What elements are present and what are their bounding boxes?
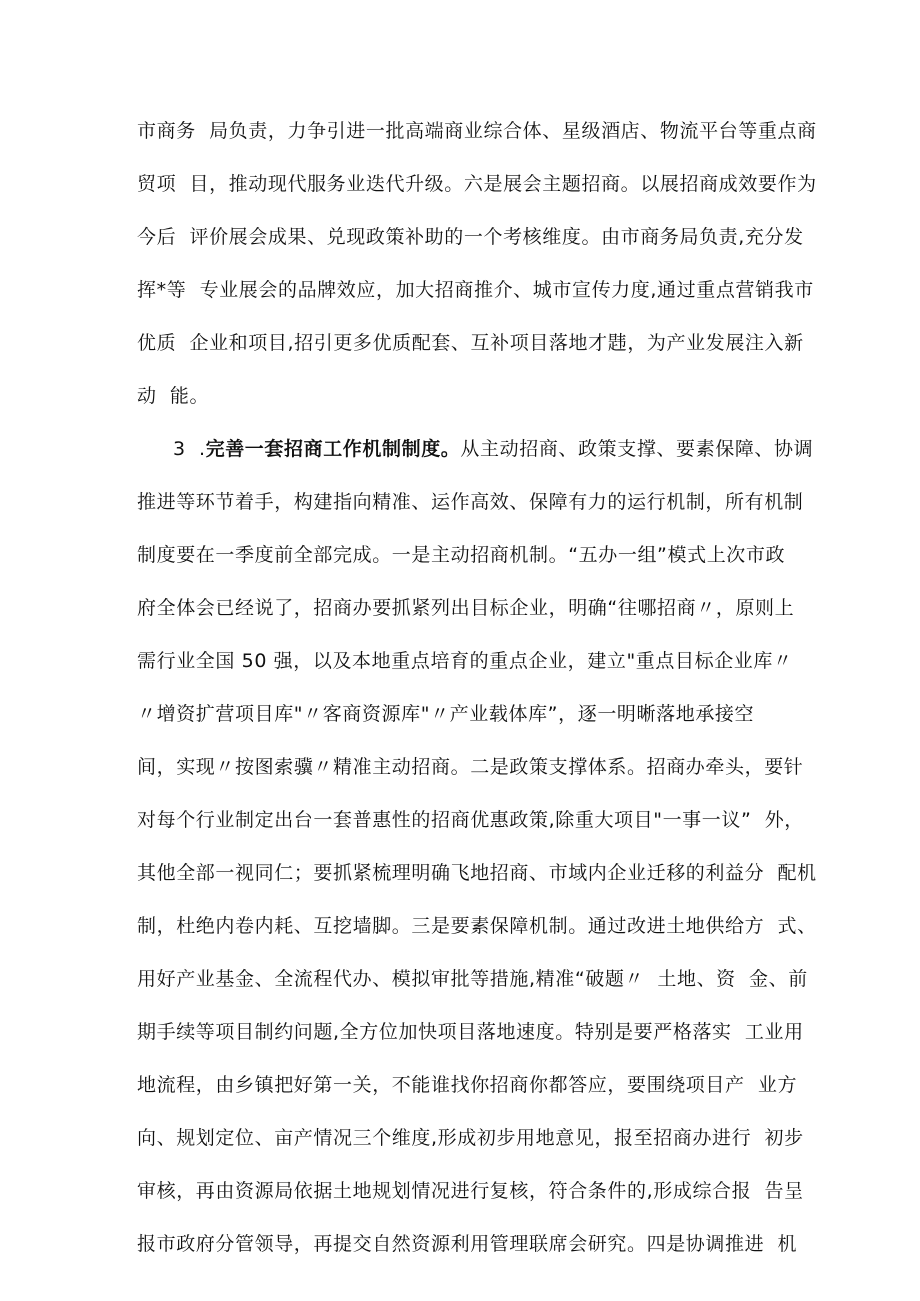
section-title: 完善一套招商工作机制制度。 bbox=[205, 438, 461, 460]
body-text-line: 动 能。 bbox=[137, 385, 210, 407]
section-number: 3 . bbox=[173, 438, 206, 460]
body-text-line: 今后 评价展会成果、兑现政策补助的一个考核维度。由市商务局负责,充分发 bbox=[137, 226, 804, 248]
body-text-line: 推进等环节着手，构建指向精准、运作高效、保障有力的运行机制，所有机制 bbox=[137, 491, 804, 513]
body-text-line: 市商务 局负责，力争引进一批高端商业综合体、星级酒店、物流平台等重点商 bbox=[137, 120, 817, 142]
body-text-line: 对每个行业制定出台一套普惠性的招商优惠政策,除重大项目"一事一议” 外， bbox=[137, 809, 804, 831]
body-text-line: 优质 企业和项目,招引更多优质配套、互补项目落地才韪，为产业发展注入新 bbox=[137, 332, 804, 354]
body-text-line: 需行业全国 50 强，以及本地重点培育的重点企业，建立"重点目标企业库〃 bbox=[137, 650, 793, 672]
body-text-line: 〃增资扩营项目库"〃客商资源库"〃产业载体库”，逐一明晰落地承接空 bbox=[137, 703, 755, 725]
body-text-line: 间，实现〃按图索骥〃精准主动招商。二是政策支撑体系。招商办牵头，要针 bbox=[137, 756, 804, 778]
body-text-line: 府全体会已经说了，招商办要抓紧列出目标企业，明确“往哪招商〃，原则上 bbox=[137, 597, 795, 619]
section-heading bbox=[173, 437, 813, 461]
body-text-line: 其他全部一视同仁；要抓紧梳理明确飞地招商、市域内企业迁移的利益分 配机 bbox=[137, 862, 817, 884]
body-text-line: 地流程，由乡镇把好第一关，不能谁找你招商你都答应，要围绕项目产 业方 bbox=[137, 1074, 798, 1096]
body-text-line: 用好产业基金、全流程代办、模拟审批等措施,精准“破题〃 土地、资 金、前 bbox=[137, 968, 808, 990]
body-text-line: 制，杜绝内卷内耗、互挖墙脚。三是要素保障机制。通过改进土地供给方 式、 bbox=[137, 915, 817, 937]
body-text-line: 期手续等项目制约问题,全方位加快项目落地速度。特别是要严格落实 工业用 bbox=[137, 1021, 804, 1043]
body-text-line: 制度要在一季度前全部完成。一是主动招商机制。“五办一组”模式上次市政 bbox=[137, 544, 786, 566]
body-text-line: 向、规划定位、亩产情况三个维度,形成初步用地意见，报至招商办进行 初步 bbox=[137, 1127, 804, 1149]
section-heading-text: 从主动招商、政策支撑、要素保障、协调 bbox=[460, 438, 814, 460]
body-text-line: 报市政府分管领导，再提交自然资源利用管理联席会研究。四是协调推进 机 bbox=[137, 1233, 798, 1255]
body-text-line: 贸项 目，推动现代服务业迭代升级。六是展会主题招商。以展招商成效要作为 bbox=[137, 173, 817, 195]
body-text-line: 审核，再由资源局依据土地规划情况进行复核，符合条件的,形成综合报 告呈 bbox=[137, 1180, 804, 1202]
body-text-line: 挥*等 专业展会的品牌效应，加大招商推介、城市宣传力度,通过重点营销我市 bbox=[137, 279, 814, 301]
